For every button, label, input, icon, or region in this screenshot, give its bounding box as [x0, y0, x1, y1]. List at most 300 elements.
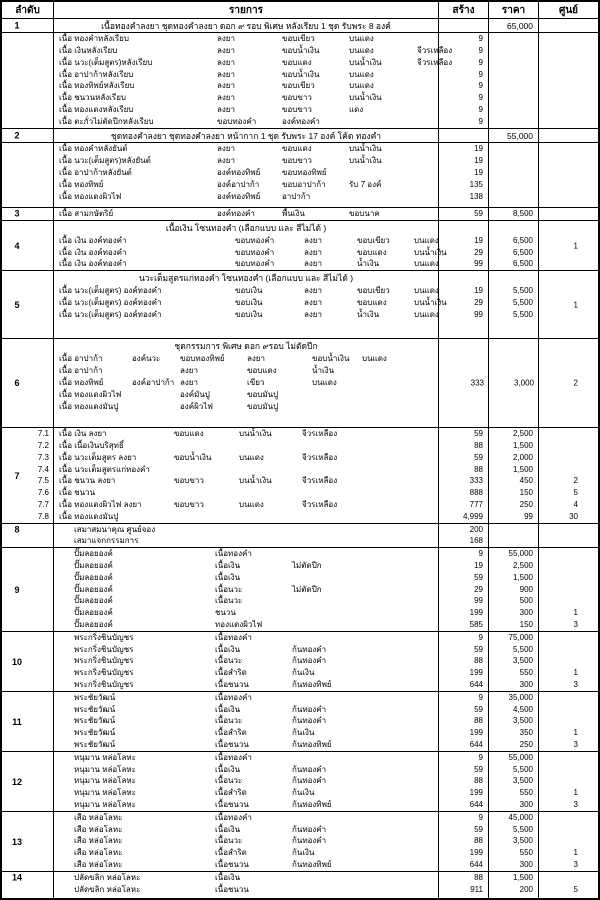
item-fragment: เนื้อ อาปาก้า [59, 354, 103, 363]
center-cell [539, 167, 598, 179]
price-cell [489, 235, 539, 247]
center-cell [539, 203, 598, 207]
item-fragment: เนื้อ ทองแดงผิวไฟ [59, 390, 122, 399]
order-cell [2, 104, 54, 116]
item-fragment: เนื้อเงิน [215, 824, 241, 834]
made-value: 9 [478, 69, 483, 79]
item-fragment: ลงยา [180, 378, 198, 387]
center-cell [539, 33, 598, 45]
item-fragment: เนื้อชนวน [215, 885, 249, 894]
item-cell [54, 258, 439, 270]
price-cell [489, 92, 539, 104]
center-cell [539, 285, 598, 297]
center-value: 3 [573, 800, 578, 810]
price-cell [489, 19, 539, 32]
made-cell [439, 235, 489, 247]
item-cell [54, 167, 439, 179]
center-cell [539, 321, 598, 338]
item-fragment: เนื้อ เงิน องค์ทองคำ [59, 247, 127, 257]
made-value: 59 [474, 209, 483, 218]
group-block [2, 221, 598, 271]
item-fragment: องค์อาปาก้า [132, 378, 175, 387]
item-fragment: ขอบทองคำ [235, 247, 275, 257]
made-cell [439, 285, 489, 297]
made-value: 9 [478, 548, 483, 558]
item-row [2, 799, 598, 811]
item-row [2, 859, 598, 871]
item-cell [54, 536, 439, 548]
item-fragment: ไม่ตัดปีก [292, 560, 322, 570]
center-cell [539, 560, 598, 572]
group-block [2, 524, 598, 548]
item-fragment: พระชัยวัฒน์ [74, 692, 116, 702]
item-fragment: ขอบทองทิพย์ [180, 354, 225, 363]
item-fragment: เนื้อ นวะ(เต็มสูตร) องค์ทองคำ [59, 286, 162, 295]
merged-center-value: 2 [573, 378, 578, 388]
item-fragment: ปั๊มลอยองค์ [74, 560, 113, 570]
made-value: 59 [474, 644, 483, 654]
made-value: 59 [474, 824, 483, 834]
made-value: 135 [469, 180, 483, 189]
item-fragment: ขอบขาว [282, 156, 312, 165]
center-cell [539, 45, 598, 57]
price-cell [489, 884, 539, 896]
price-value: 250 [519, 500, 533, 510]
item-cell [54, 656, 439, 668]
order-cell [2, 764, 54, 776]
item-fragment: หนุมาน หล่อโลหะ [74, 764, 136, 774]
item-fragment: เสือ หล่อโลหะ [74, 836, 123, 846]
table-header-row [2, 2, 598, 19]
item-row [2, 92, 598, 104]
item-cell [54, 487, 439, 499]
order-cell [2, 799, 54, 811]
price-value: 150 [519, 620, 533, 630]
order-cell [2, 752, 54, 764]
item-fragment: เนื้อ ทองทิพย์หลังเรียบ [59, 81, 135, 91]
price-value: 8,500 [512, 209, 533, 218]
item-fragment: หนุมาน หล่อโลหะ [74, 776, 136, 786]
item-fragment: ลงยา [247, 354, 265, 363]
center-value: 1 [573, 848, 578, 858]
item-fragment: เนื้อ อาปาก้าหลังเรียบ [59, 69, 134, 79]
item-fragment: พระชัยวัฒน์ [74, 704, 116, 714]
item-fragment: ลงยา [217, 105, 235, 115]
order-cell [2, 560, 54, 572]
item-cell [54, 752, 439, 764]
item-fragment: พระชัยวัฒน์ [74, 716, 116, 726]
made-cell [439, 191, 489, 203]
center-cell [539, 704, 598, 716]
made-value: 59 [474, 704, 483, 714]
center-value: 3 [573, 860, 578, 870]
price-cell [489, 595, 539, 607]
column-header-center: ศูนย์ [558, 4, 579, 16]
item-fragment: อาปาก้า [282, 192, 311, 201]
item-cell [54, 129, 439, 142]
item-row [2, 499, 598, 511]
spacer-row [2, 321, 598, 338]
item-row [2, 787, 598, 799]
item-row [2, 572, 598, 584]
price-value: 6,500 [512, 259, 533, 269]
item-fragment: ก้นเงิน [292, 728, 315, 738]
center-cell [539, 739, 598, 751]
made-cell [439, 45, 489, 57]
center-cell [539, 129, 598, 142]
made-cell [439, 872, 489, 884]
item-row [2, 524, 598, 536]
item-fragment: ลงยา [304, 259, 322, 269]
group-number: 8 [14, 524, 20, 535]
price-value: 6,500 [512, 247, 533, 257]
sub-number: 7.7 [37, 500, 49, 510]
item-cell [54, 81, 439, 93]
made-cell [439, 33, 489, 45]
item-fragment: เนื้อทองคำ [215, 692, 252, 702]
group-number: 9 [14, 584, 20, 595]
center-cell [539, 191, 598, 203]
group-number: 13 [11, 836, 22, 847]
item-fragment: น้ำเงิน [357, 310, 380, 319]
item-fragment: บนน้ำเงิน [349, 93, 382, 103]
item-row [2, 704, 598, 716]
price-value: 550 [519, 848, 533, 858]
item-fragment: พื้นเงิน [282, 209, 305, 218]
group-block [2, 129, 598, 208]
item-fragment: เนื้อ เงิน ลงยา [59, 428, 107, 438]
made-cell [439, 339, 489, 353]
center-cell [539, 752, 598, 764]
made-cell [439, 69, 489, 81]
item-fragment: บนน้ำเงิน [414, 298, 447, 307]
item-fragment: เนื้อ ชนวน [59, 488, 96, 498]
item-fragment: พระกริ่งชินบัญชร [74, 668, 134, 678]
item-fragment: ขอบแดง [357, 298, 387, 307]
item-fragment: องค์ทองคำ [282, 117, 320, 127]
item-fragment: เนื้อทองคำ [215, 752, 252, 762]
item-fragment: เนื้อ ทองแดงผิวไฟ ลงยา [59, 500, 142, 510]
item-fragment: ขอบนาค [349, 209, 380, 218]
item-cell [54, 191, 439, 203]
price-cell [489, 309, 539, 321]
item-fragment: ขอบแดง [247, 366, 277, 375]
item-row [2, 824, 598, 836]
item-cell [54, 365, 439, 377]
center-cell [539, 799, 598, 811]
item-cell [54, 179, 439, 191]
item-cell [54, 143, 439, 155]
item-fragment: เนื้อ อาปาก้าหลังยันต์ [59, 168, 132, 177]
order-cell [2, 258, 54, 270]
price-cell [489, 548, 539, 560]
order-cell [2, 787, 54, 799]
item-fragment: ก้นเงิน [292, 788, 315, 798]
item-fragment: บนน้ำเงิน [349, 156, 382, 165]
order-cell [2, 440, 54, 452]
price-cell [489, 339, 539, 353]
center-value: 30 [569, 512, 578, 522]
price-value: 5,500 [512, 286, 533, 295]
item-row [2, 511, 598, 523]
item-fragment: เนื้อเงิน [215, 764, 241, 774]
center-value: 3 [573, 620, 578, 630]
item-fragment: ขอบเงิน [235, 310, 263, 319]
center-cell [539, 92, 598, 104]
item-fragment: ปลัดขลิก หล่อโลหะ [74, 885, 141, 894]
center-cell [539, 896, 598, 898]
spacer-row [2, 413, 598, 427]
item-cell [54, 632, 439, 644]
item-fragment: เสือ หล่อโลหะ [74, 848, 123, 858]
item-fragment: พระกริ่งชินบัญชร [74, 656, 134, 666]
price-value: 300 [519, 680, 533, 690]
price-value: 350 [519, 728, 533, 738]
order-cell [2, 632, 54, 644]
item-fragment: องค์ผิวไฟ [180, 402, 213, 411]
group-number: 14 [11, 872, 22, 883]
center-cell [539, 221, 598, 235]
item-cell [54, 595, 439, 607]
made-cell [439, 413, 489, 427]
order-cell [2, 285, 54, 297]
item-fragment: ขอบมันปู [247, 402, 279, 411]
made-value: 199 [469, 668, 483, 678]
item-fragment: บนแดง [349, 45, 374, 55]
item-row [2, 179, 598, 191]
made-cell [439, 619, 489, 631]
price-cell [489, 155, 539, 167]
center-cell [539, 258, 598, 270]
price-value: 450 [519, 476, 533, 486]
price-cell [489, 297, 539, 309]
made-cell [439, 208, 489, 220]
sub-number: 7.6 [37, 488, 49, 498]
item-cell [54, 727, 439, 739]
center-cell [539, 155, 598, 167]
group-number: 2 [14, 130, 20, 140]
center-value: 3 [573, 680, 578, 690]
order-cell [2, 607, 54, 619]
price-value: 1,500 [512, 464, 533, 474]
item-fragment: เนื้อนวะ [215, 836, 243, 846]
made-cell [439, 155, 489, 167]
made-value: 88 [474, 873, 483, 882]
center-value: 1 [573, 608, 578, 618]
center-cell [539, 476, 598, 488]
item-fragment: ขอบเขียว [357, 286, 390, 295]
item-fragment: ก้นทองทิพย์ [292, 800, 332, 810]
price-cell [489, 752, 539, 764]
item-cell [54, 339, 439, 353]
order-cell [2, 129, 54, 142]
price-cell [489, 656, 539, 668]
item-fragment: ก้นทองทิพย์ [292, 680, 332, 690]
center-cell [539, 859, 598, 871]
item-cell [54, 859, 439, 871]
item-fragment: เนื้อชนวน [215, 800, 249, 810]
item-row [2, 739, 598, 751]
item-cell [54, 872, 439, 884]
order-cell [2, 208, 54, 220]
item-cell [54, 297, 447, 309]
item-row [2, 632, 598, 644]
price-value: 2,500 [512, 560, 533, 570]
item-fragment: เสือ หล่อโลหะ [74, 812, 123, 822]
item-fragment: ปั๊มลอยองค์ [74, 620, 113, 630]
item-fragment: เนื้อ สามกษัตริย์ [59, 209, 114, 218]
item-fragment: บนแดง [312, 378, 337, 387]
column-header-made: สร้าง [439, 2, 489, 18]
item-row [2, 812, 598, 824]
made-cell [439, 799, 489, 811]
made-value: 19 [474, 286, 483, 295]
item-fragment: ปั๊มลอยองค์ [74, 596, 113, 606]
item-fragment: บนน้ำเงิน [414, 247, 447, 257]
made-cell [439, 258, 489, 270]
item-row [2, 847, 598, 859]
item-cell [54, 45, 453, 57]
made-value: 9 [478, 752, 483, 762]
center-cell [539, 499, 598, 511]
price-value: 150 [519, 488, 533, 498]
order-cell [2, 321, 54, 338]
price-value: 2,500 [512, 428, 533, 438]
item-fragment: เนื้อนวะ [215, 716, 243, 726]
price-value: 500 [519, 596, 533, 606]
title-row [2, 221, 598, 235]
price-value: 55,000 [508, 548, 533, 558]
price-value: 200 [519, 885, 533, 894]
title-row [2, 19, 598, 33]
item-row [2, 607, 598, 619]
item-cell [54, 452, 439, 464]
center-cell [539, 836, 598, 848]
made-cell [439, 859, 489, 871]
made-value: 88 [474, 716, 483, 726]
center-cell [539, 884, 598, 896]
center-cell [539, 824, 598, 836]
made-value: 911 [470, 885, 483, 894]
made-value: 9 [478, 117, 483, 127]
made-cell [439, 847, 489, 859]
order-cell [2, 221, 54, 235]
group-title: นวะเต็มสูตรแก่ทองคำ โซนทองคำ (เลือกแบบ และ สีไม่ได้ ) [138, 272, 354, 283]
item-fragment: ขอบเขียว [282, 81, 315, 91]
center-cell [539, 595, 598, 607]
made-value: 88 [474, 464, 483, 474]
center-value: 5 [573, 488, 578, 498]
center-value: 1 [573, 788, 578, 798]
made-value: 9 [478, 692, 483, 702]
order-cell [2, 365, 54, 377]
made-value: 29 [474, 247, 483, 257]
item-row [2, 548, 598, 560]
item-cell [54, 389, 439, 401]
made-value: 9 [478, 45, 483, 55]
made-value: 99 [474, 310, 483, 319]
center-cell [539, 365, 598, 377]
group-number: 3 [14, 208, 20, 219]
item-fragment: ขอบอาปาก้า [282, 180, 326, 189]
item-fragment: ก้นเงิน [292, 848, 315, 858]
order-cell [2, 847, 54, 859]
item-cell [54, 499, 439, 511]
item-fragment: เนื้อเงิน [215, 873, 241, 882]
made-value: 138 [469, 192, 483, 201]
order-cell [2, 499, 54, 511]
price-cell [489, 524, 539, 536]
item-row [2, 235, 598, 247]
item-row [2, 487, 598, 499]
center-cell [539, 619, 598, 631]
item-fragment: เนื้อ ทองแดงมันปู [59, 402, 119, 411]
made-value: 59 [474, 452, 483, 462]
item-row [2, 776, 598, 788]
item-cell [54, 104, 439, 116]
made-cell [439, 524, 489, 536]
item-cell [54, 679, 439, 691]
item-fragment: ปลัดขลิก หล่อโลหะ [74, 873, 141, 882]
price-value: 99 [524, 512, 533, 522]
item-cell [54, 69, 439, 81]
made-cell [439, 536, 489, 548]
item-cell [54, 776, 439, 788]
item-cell [54, 440, 439, 452]
made-cell [439, 104, 489, 116]
price-value: 55,000 [508, 752, 533, 762]
price-value: 45,000 [508, 812, 533, 822]
price-cell [489, 787, 539, 799]
center-cell [539, 271, 598, 285]
order-cell [2, 452, 54, 464]
item-fragment: เนื้อ นวะเต็มสูตร ลงยา [59, 452, 137, 462]
price-cell [489, 401, 539, 413]
made-value: 168 [469, 536, 483, 546]
item-fragment: หนุมาน หล่อโลหะ [74, 752, 136, 762]
item-row [2, 33, 598, 45]
item-row [2, 45, 598, 57]
item-fragment: เนื้อ ทองทิพย์ [59, 180, 104, 189]
item-fragment: บนแดง [349, 81, 374, 91]
made-cell [439, 116, 489, 128]
made-value: 9 [478, 57, 483, 67]
order-cell [2, 644, 54, 656]
center-cell [539, 787, 598, 799]
item-fragment: น้ำเงิน [312, 366, 335, 375]
made-cell [439, 401, 489, 413]
item-fragment: เสมาแจกกรรมการ [74, 536, 139, 546]
made-cell [439, 836, 489, 848]
center-cell [539, 776, 598, 788]
group-number: 1 [14, 20, 20, 30]
order-cell [2, 413, 54, 427]
made-cell [439, 644, 489, 656]
made-cell [439, 607, 489, 619]
item-fragment: ปั๊มลอยองค์ [74, 608, 113, 618]
made-cell [439, 179, 489, 191]
item-fragment: เนื้อ นวะ(เต็มสูตร) องค์ทองคำ [59, 298, 162, 307]
item-fragment: บนแดง [349, 33, 374, 43]
price-value: 900 [519, 584, 533, 594]
sub-number: 7.8 [37, 512, 49, 522]
order-cell [2, 353, 54, 365]
center-cell [539, 389, 598, 401]
item-row [2, 167, 598, 179]
item-cell [54, 836, 439, 848]
group-block [2, 19, 598, 129]
order-cell [2, 143, 54, 155]
